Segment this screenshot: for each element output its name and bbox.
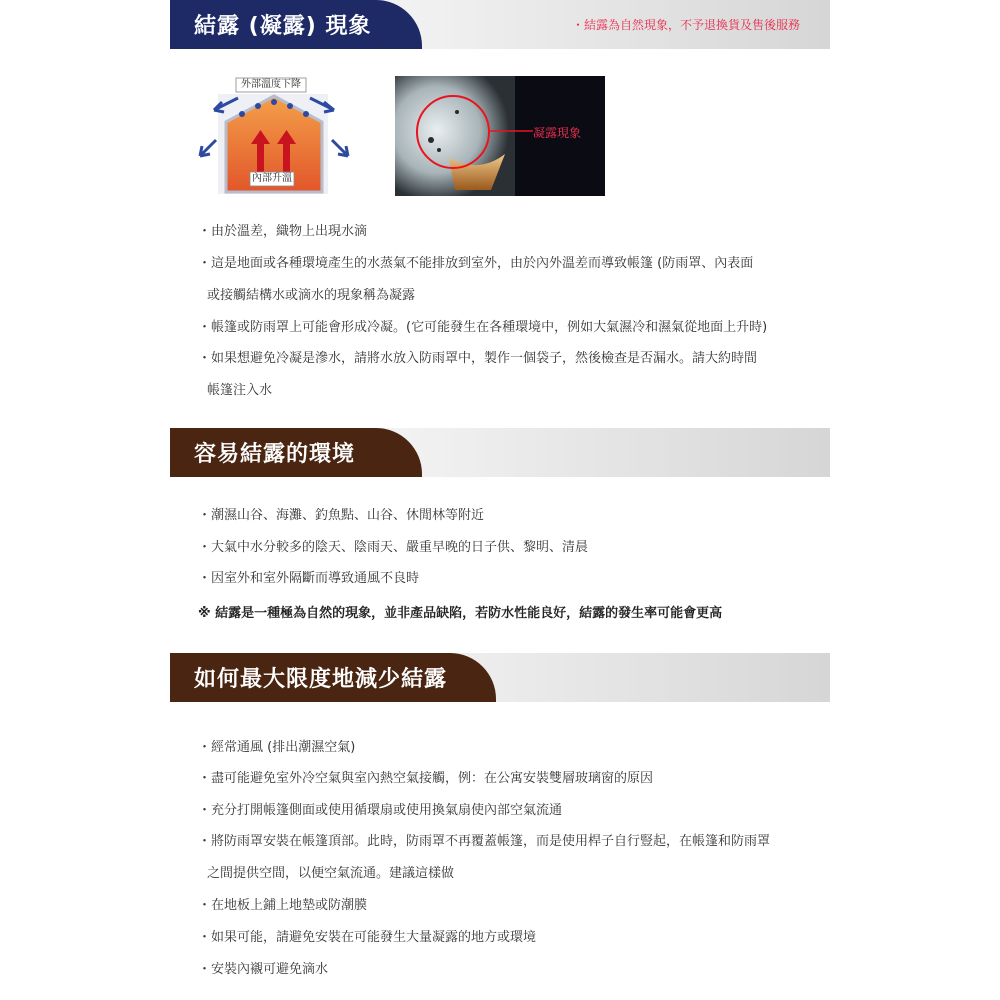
- return-policy-note: ・結露為自然現象，不予退換貨及售後服務: [571, 18, 800, 32]
- bullet-text: ・如果想避免冷凝是滲水，請將水放入防雨罩中，製作一個袋子，然後檢查是否漏水。請大約時間: [198, 351, 758, 366]
- bullet-text-continued: 或接觸結構水或滴水的現象稱為凝露: [207, 288, 416, 303]
- bullet-text: ・如果可能，請避免安裝在可能發生大量凝露的地方或環境: [198, 930, 537, 945]
- condensation-photo: [395, 76, 605, 196]
- condensation-note: ※ 結露是一種極為自然的現象，並非產品缺陷，若防水性能良好，結露的發生率可能會更高: [198, 606, 723, 621]
- section2-title: 容易結露的環境: [170, 428, 422, 477]
- section2-header: [170, 428, 830, 477]
- bullet-text: ・在地板上鋪上地墊或防潮膜: [198, 898, 368, 913]
- bullet-text: ・充分打開帳篷側面或使用循環扇或使用換氣扇使內部空氣流通: [198, 803, 563, 818]
- condensation-label: 凝露現象: [533, 126, 582, 140]
- bullet-text: ・這是地面或各種環境產生的水蒸氣不能排放到室外，由於內外溫差而導致帳篷 (防雨罩、內表面: [198, 256, 754, 271]
- bullet-text: ・經常通風 (排出潮濕空氣): [198, 740, 356, 755]
- bullet-text: ・因室外和室外隔斷而導致通風不良時: [198, 571, 420, 586]
- section3-header: [170, 653, 830, 702]
- bullet-text-continued: 帳篷注入水: [207, 383, 273, 398]
- section1-header: [170, 0, 830, 49]
- bullet-text: ・將防雨罩安裝在帳篷頂部。此時，防雨罩不再覆蓋帳篷，而是使用桿子自行豎起，在帳篷和防雨罩: [198, 834, 771, 849]
- bullet-text: ・盡可能避免室外冷空氣與室內熱空氣接觸，例：在公寓安裝雙層玻璃窗的原因: [198, 771, 654, 786]
- bullet-text-continued: 之間提供空間，以便空氣流通。建議這樣做: [207, 866, 455, 881]
- bullet-text: ・帳篷或防雨罩上可能會形成冷凝。(它可能發生在各種環境中，例如大氣濕冷和濕氣從地面上升時): [198, 320, 768, 335]
- outside-temp-label: 外部溫度下降: [241, 79, 301, 90]
- section3-title: 如何最大限度地減少結露: [170, 653, 496, 702]
- section1-title: 結露 (凝露) 現象: [170, 0, 422, 49]
- bullet-text: ・大氣中水分較多的陰天、陰雨天、嚴重早晚的日子供、黎明、清晨: [198, 540, 589, 555]
- bullet-text: ・安裝內襯可避免滴水: [198, 962, 329, 977]
- inside-temp-label: 內部升溫: [252, 173, 292, 184]
- condensation-diagram: [196, 76, 356, 196]
- bullet-text: ・由於溫差，織物上出現水滴: [198, 224, 368, 239]
- bullet-text: ・潮濕山谷、海灘、釣魚點、山谷、休閒林等附近: [198, 508, 485, 523]
